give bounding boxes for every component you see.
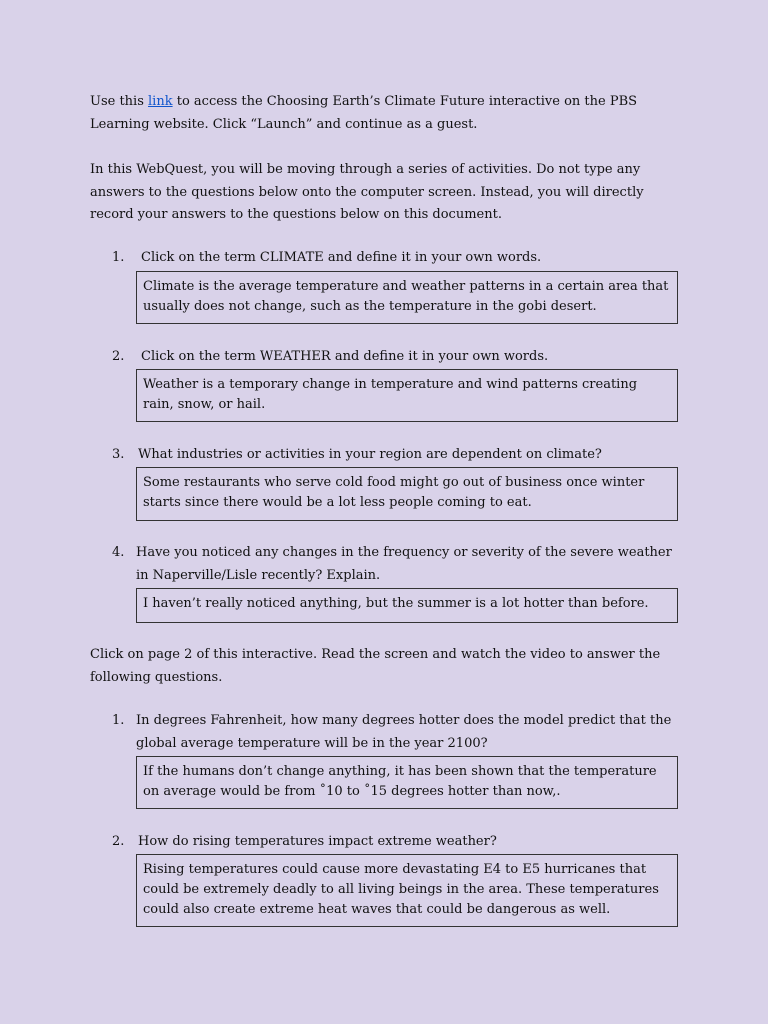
intro-paragraph (90, 91, 690, 136)
question-text: Click on the term CLIMATE and define it in your own words. (141, 250, 542, 265)
question-text: How do rising temperatures impact extreme weather? (138, 834, 497, 849)
question-number: 1. (112, 250, 125, 265)
answer-box-3[interactable]: Some restaurants who serve cold food might go out of business once winter starts since there would be a lot less people coming to eat. (136, 467, 678, 521)
question-number: 4. (112, 545, 125, 560)
answer-box-1[interactable]: Climate is the average temperature and weather patterns in a certain area that usually does not change, such as the temperature in the gobi desert. (136, 271, 678, 324)
question-number: 2. (112, 834, 125, 849)
question-number: 1. (112, 713, 125, 728)
answer-box-2-2[interactable]: Rising temperatures could cause more devastating E4 to E5 hurricanes that could be extremely deadly to all living beings in the area. These temperatures could also create extreme heat waves that could be dangerous as well. (136, 854, 678, 927)
question-text: In degrees Fahrenheit, how many degrees hotter does the model predict that the global average temperature will be in the year 2100? (136, 713, 672, 751)
question-text: What industries or activities in your region are dependent on climate? (138, 447, 602, 462)
intro-suffix: to access the Choosing Earth’s Climate Future interactive on the PBS Learning website. Click “Launch” and continue as a guest. (90, 94, 638, 132)
answer-box-2[interactable]: Weather is a temporary change in temperature and wind patterns creating rain, snow, or hail. (136, 369, 678, 422)
answer-box-2-1[interactable]: If the humans don’t change anything, it has been shown that the temperature on average would be from ˚10 to ˚15 degrees hotter than now,. (136, 756, 678, 809)
pbs-link[interactable]: link (148, 94, 173, 109)
instructions-paragraph: In this WebQuest, you will be moving through a series of activities. Do not type any answers to the questions below onto the computer screen. Instead, you will directly record your answers to the questions below on this document. (90, 162, 644, 222)
intro-prefix: Use this (90, 94, 149, 109)
page2-intro-paragraph: Click on page 2 of this interactive. Read the screen and watch the video to answer the following questions. (90, 647, 661, 685)
answer-box-4[interactable]: I haven’t really noticed anything, but the summer is a lot hotter than before. (136, 588, 678, 623)
question-text: Click on the term WEATHER and define it in your own words. (141, 349, 549, 364)
question-number: 2. (112, 349, 125, 364)
question-text: Have you noticed any changes in the frequency or severity of the severe weather in Naperville/Lisle recently? Explain. (136, 545, 672, 583)
question-number: 3. (112, 447, 125, 462)
